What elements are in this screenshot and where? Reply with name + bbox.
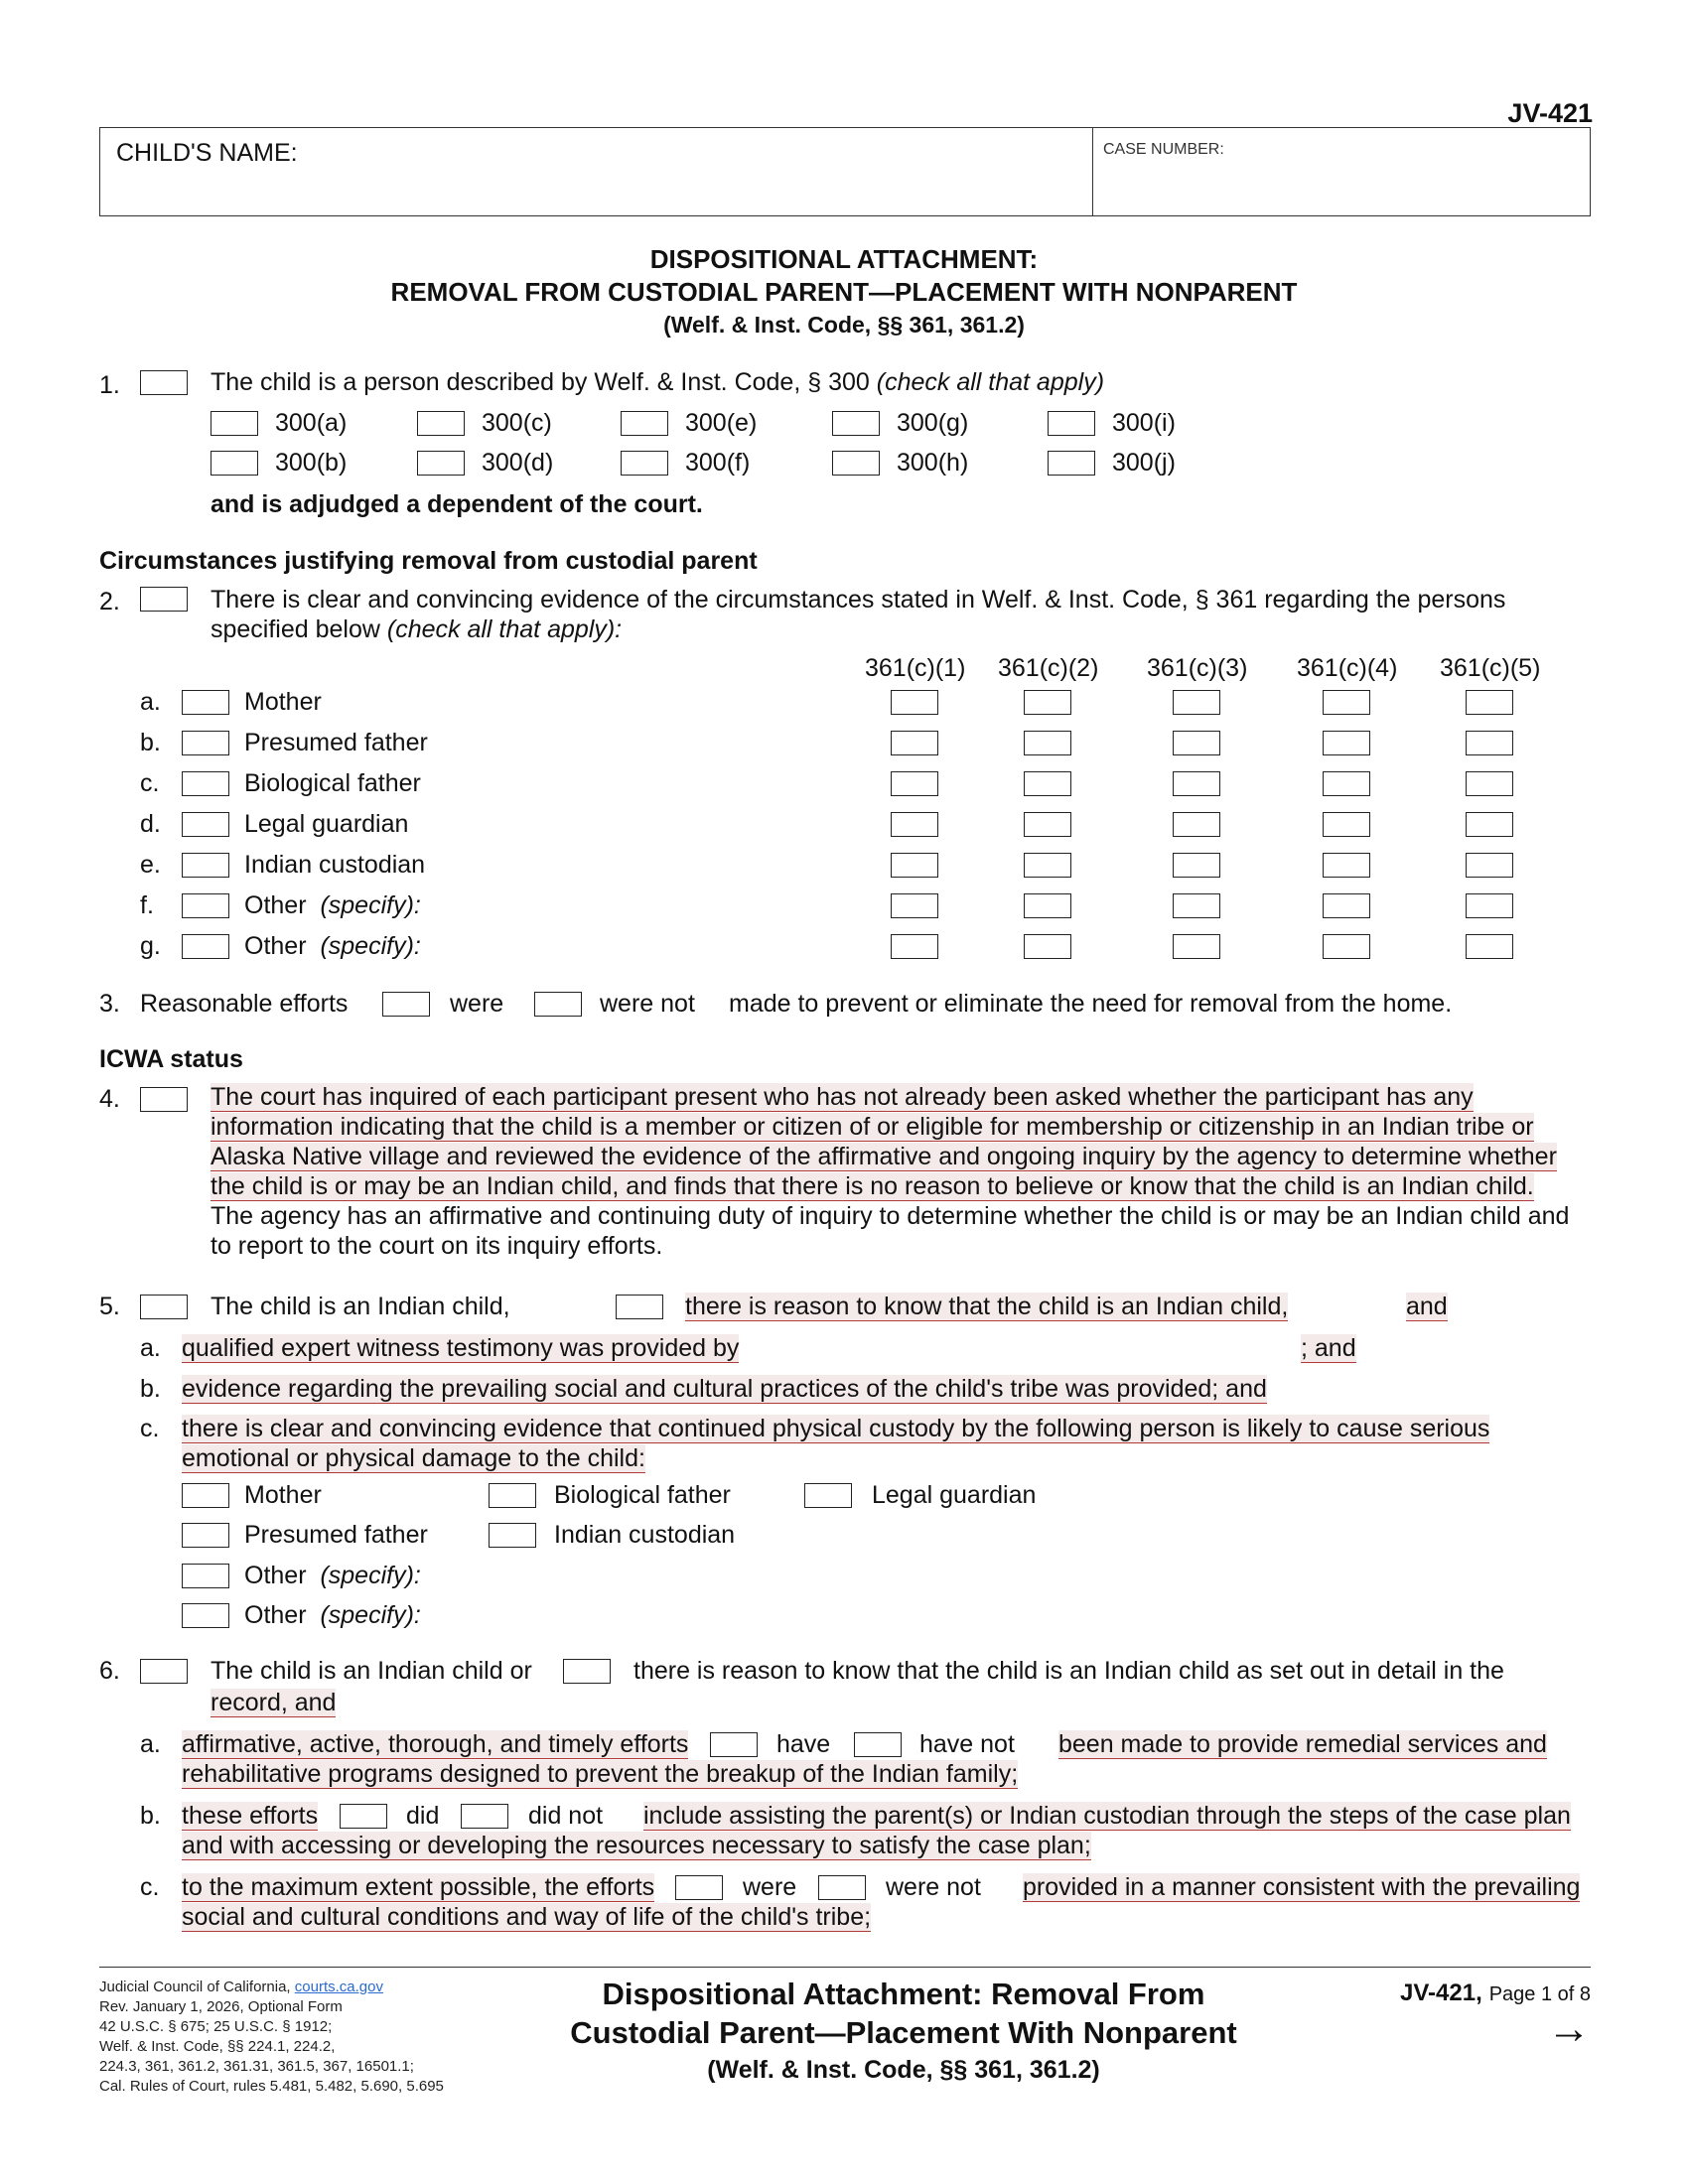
item6-have-label: have [776,1730,831,1758]
item6-did-checkbox[interactable] [340,1804,387,1829]
row-label: Indian custodian [244,851,426,879]
item6-a-text: affirmative, active, thorough, and timely efforts [182,1730,689,1758]
row-label: Biological father [244,769,421,797]
cell-checkbox[interactable] [1323,812,1370,837]
item5-other2-checkbox[interactable] [182,1603,229,1628]
header-box [99,127,1591,216]
item6-c-line2: social and cultural conditions and way of life of the child's tribe; [182,1903,872,1931]
item6-were-label: were [743,1873,797,1901]
item5-other2-label: Other (specify): [244,1601,421,1629]
label-300b: 300(b) [275,449,348,477]
label-300i: 300(i) [1112,409,1176,437]
item5-indian-custodian-label: Indian custodian [554,1521,736,1549]
item5-number: 5. [99,1293,120,1320]
checkbox-300h[interactable] [832,451,880,476]
checkbox-300c[interactable] [417,411,465,436]
row-checkbox-other-g[interactable] [182,934,229,959]
cell-checkbox[interactable] [1024,853,1071,878]
item6-b-letter: b. [140,1802,161,1830]
label-300g: 300(g) [897,409,969,437]
item2-text-line1: There is clear and convincing evidence of the circumstances stated in Welf. & Inst. Code, § 361 regarding the persons [211,586,1506,614]
item5-and: and [1406,1293,1448,1320]
item5-a-text: qualified expert witness testimony was provided by [182,1334,740,1362]
item5-bio-father-checkbox[interactable] [489,1483,536,1508]
cell-checkbox[interactable] [891,812,938,837]
item6-a-rest: been made to provide remedial services and [1058,1730,1547,1758]
checkbox-300b[interactable] [211,451,258,476]
item6-have-not-label: have not [919,1730,1015,1758]
col-header-361c2: 361(c)(2) [998,654,1099,682]
cell-checkbox[interactable] [1024,893,1071,918]
label-300a: 300(a) [275,409,348,437]
checkbox-300d[interactable] [417,451,465,476]
item5-opt2: there is reason to know that the child is an Indian child, [685,1293,1289,1320]
item5-indian-child-checkbox[interactable] [140,1295,188,1319]
item1-adjudged: and is adjudged a dependent of the court. [211,490,703,518]
checkbox-300a[interactable] [211,411,258,436]
item5-opt1: The child is an Indian child, [211,1293,510,1320]
case-number-field[interactable] [1093,128,1590,215]
form-id: JV-421 [1507,98,1593,128]
title-line1: DISPOSITIONAL ATTACHMENT: [649,244,1039,274]
case-number-label: CASE NUMBER: [1103,141,1224,158]
footer-line: 224.3, 361, 361.2, 361.31, 361.5, 367, 16501.1; [99,2058,414,2075]
footer-form-ref: JV-421, [1400,1979,1482,2006]
item6-a-line2: rehabilitative programs designed to prevent the breakup of the Indian family; [182,1760,1019,1788]
checkbox-300f[interactable] [621,451,668,476]
label-300h: 300(h) [897,449,969,477]
label-300c: 300(c) [482,409,552,437]
item2-checkbox[interactable] [140,587,188,612]
checkbox-300e[interactable] [621,411,668,436]
cell-checkbox[interactable] [1024,934,1071,959]
row-checkbox-indian-custodian[interactable] [182,853,229,878]
item5-a-letter: a. [140,1334,161,1362]
cell-checkbox[interactable] [1323,934,1370,959]
child-name-label: CHILD'S NAME: [116,139,298,167]
item6-b-rest: include assisting the parent(s) or Indian custodian through the steps of the case plan [643,1802,1571,1830]
footer-title-line2: Custodial Parent—Placement With Nonparent [570,2015,1237,2050]
item6-have-not-checkbox[interactable] [854,1732,902,1757]
were-label: were [450,990,504,1018]
item4-line: the child is or may be an Indian child, and finds that there is no reason to believe or know that the child is an Indian child. [211,1172,1534,1200]
row-checkbox-presumed-father[interactable] [182,731,229,755]
title-line2: REMOVAL FROM CUSTODIAL PARENT—PLACEMENT WITH NONPARENT [390,277,1298,307]
item4-line: information indicating that the child is a member or citizen of or eligible for membership or citizenship in an Indian tribe or [211,1113,1534,1141]
item5-a-end: ; and [1301,1334,1356,1362]
item5-c-text1: there is clear and convincing evidence that continued physical custody by the following person is likely to cause serious [182,1415,1490,1442]
cell-checkbox[interactable] [1173,731,1220,755]
cell-checkbox[interactable] [891,853,938,878]
item6-have-checkbox[interactable] [710,1732,758,1757]
footer-page-number: Page 1 of 8 [1488,1983,1591,2005]
cell-checkbox[interactable] [1173,853,1220,878]
label-300f: 300(f) [685,449,751,477]
item5-c-text2: emotional or physical damage to the child: [182,1444,645,1472]
next-page-arrow-icon[interactable]: → [1547,2004,1591,2053]
item5-c-letter: c. [140,1415,160,1442]
item6-did-not-label: did not [528,1802,604,1830]
cell-checkbox[interactable] [1466,771,1513,796]
item2-text-line2: specified below (check all that apply): [211,615,623,643]
item5-b-letter: b. [140,1375,161,1403]
section-removal-heading: Circumstances justifying removal from custodial parent [99,547,758,575]
cell-checkbox[interactable] [891,771,938,796]
cell-checkbox[interactable] [1024,731,1071,755]
row-letter: g. [140,932,161,960]
row-letter: e. [140,851,161,879]
item1-checkbox[interactable] [140,370,188,395]
item5-presumed-father-checkbox[interactable] [182,1523,229,1548]
cell-checkbox[interactable] [1024,690,1071,715]
item6-number: 6. [99,1657,120,1685]
item6-were-not-label: were not [886,1873,981,1901]
item6-were-checkbox[interactable] [675,1875,723,1900]
checkbox-300j[interactable] [1048,451,1095,476]
row-letter: b. [140,729,161,756]
row-letter: d. [140,810,161,838]
row-letter: a. [140,688,161,716]
expert-witness-input[interactable] [750,1335,1296,1363]
col-header-361c4: 361(c)(4) [1297,654,1398,682]
checkbox-300g[interactable] [832,411,880,436]
col-header-361c1: 361(c)(1) [865,654,966,682]
cell-checkbox[interactable] [1173,771,1220,796]
item5-indian-custodian-checkbox[interactable] [489,1523,536,1548]
cell-checkbox[interactable] [1466,934,1513,959]
item6-reason-to-know-checkbox[interactable] [563,1659,611,1684]
item5-legal-guardian-checkbox[interactable] [804,1483,852,1508]
item4-number: 4. [99,1085,120,1113]
footer-line: Rev. January 1, 2026, Optional Form [99,1998,343,2015]
child-name-field[interactable] [100,128,1093,215]
row-label: Presumed father [244,729,428,756]
item6-did-label: did [406,1802,440,1830]
cell-checkbox[interactable] [1466,690,1513,715]
cell-checkbox[interactable] [1024,771,1071,796]
item4-line: The court has inquired of each participant present who has not already been asked whether the participant has any [211,1083,1474,1111]
cell-checkbox[interactable] [1173,812,1220,837]
item6-b-line2: and with accessing or developing the resources necessary to satisfy the case plan; [182,1832,1091,1859]
were-checkbox[interactable] [382,992,430,1017]
cell-checkbox[interactable] [891,690,938,715]
courts-link[interactable]: courts.ca.gov [294,1979,383,1995]
item4-line: Alaska Native village and reviewed the evidence of the affirmative and ongoing inquiry by the agency to determine whether [211,1143,1557,1170]
item3-number: 3. [99,990,120,1018]
item6-were-not-checkbox[interactable] [818,1875,866,1900]
footer-council-line: Judicial Council of California, courts.ca.gov [99,1979,383,1995]
item6-did-not-checkbox[interactable] [461,1804,508,1829]
footer-title-line1: Dispositional Attachment: Removal From [602,1977,1205,2011]
cell-checkbox[interactable] [1466,812,1513,837]
item4-text [211,1082,1601,1261]
item5-legal-guardian-label: Legal guardian [872,1481,1037,1509]
item6-c-rest: provided in a manner consistent with the prevailing [1023,1873,1581,1901]
item5-reason-to-know-checkbox[interactable] [616,1295,663,1319]
item6-c-letter: c. [140,1873,160,1901]
cell-checkbox[interactable] [1323,690,1370,715]
cell-checkbox[interactable] [1323,893,1370,918]
cell-checkbox[interactable] [891,893,938,918]
item6-a-letter: a. [140,1730,161,1758]
row-checkbox-legal-guardian[interactable] [182,812,229,837]
footer-divider [99,1967,1591,1968]
item4-line: to report to the court on its inquiry efforts. [211,1232,663,1260]
row-checkbox-mother[interactable] [182,690,229,715]
item5-other1-label: Other (specify): [244,1562,421,1589]
title-line3: (Welf. & Inst. Code, §§ 361, 361.2) [663,312,1025,338]
item6-b-text: these efforts [182,1802,319,1830]
cell-checkbox[interactable] [1466,853,1513,878]
item5-other1-checkbox[interactable] [182,1564,229,1588]
item3-rest: made to prevent or eliminate the need for removal from the home. [729,990,1453,1018]
cell-checkbox[interactable] [891,934,938,959]
footer-title-line3: (Welf. & Inst. Code, §§ 361, 361.2) [707,2056,1100,2084]
row-label: Mother [244,688,322,716]
row-label: Other (specify): [244,932,421,960]
cell-checkbox[interactable] [1323,731,1370,755]
item6-opt2: there is reason to know that the child is an Indian child as set out in detail in the [633,1657,1504,1685]
row-letter: f. [140,891,154,919]
row-checkbox-biological-father[interactable] [182,771,229,796]
col-header-361c3: 361(c)(3) [1147,654,1248,682]
item5-bio-father-label: Biological father [554,1481,731,1509]
item5-mother-checkbox[interactable] [182,1483,229,1508]
item2-number: 2. [99,588,120,615]
item5-b-text: evidence regarding the prevailing social and cultural practices of the child's tribe was provided; and [182,1375,1267,1403]
item5-presumed-father-label: Presumed father [244,1521,428,1549]
item5-mother-label: Mother [244,1481,322,1509]
footer-line: Cal. Rules of Court, rules 5.481, 5.482, 5.690, 5.695 [99,2078,444,2095]
cell-checkbox[interactable] [1173,690,1220,715]
footer-left [99,1978,536,2097]
cell-checkbox[interactable] [1466,731,1513,755]
row-letter: c. [140,769,160,797]
label-300e: 300(e) [685,409,758,437]
were-not-label: were not [600,990,695,1018]
cell-checkbox[interactable] [1024,812,1071,837]
item6-c-text: to the maximum extent possible, the efforts [182,1873,655,1901]
item6-opt2b: record, and [211,1689,337,1716]
cell-checkbox[interactable] [1466,893,1513,918]
footer-line: Welf. & Inst. Code, §§ 224.1, 224.2, [99,2038,336,2055]
item1-text: The child is a person described by Welf. & Inst. Code, § 300 (check all that apply) [211,368,1105,396]
row-label: Legal guardian [244,810,409,838]
item4-line: The agency has an affirmative and continuing duty of inquiry to determine whether the child is or may be an Indian child and [211,1202,1570,1230]
checkbox-300i[interactable] [1048,411,1095,436]
cell-checkbox[interactable] [1323,771,1370,796]
cell-checkbox[interactable] [1173,934,1220,959]
item6-opt1: The child is an Indian child or [211,1657,532,1685]
cell-checkbox[interactable] [1323,853,1370,878]
row-label: Other (specify): [244,891,421,919]
item4-checkbox[interactable] [140,1087,188,1112]
col-header-361c5: 361(c)(5) [1440,654,1541,682]
item6-indian-child-checkbox[interactable] [140,1659,188,1684]
cell-checkbox[interactable] [891,731,938,755]
were-not-checkbox[interactable] [534,992,582,1017]
section-icwa-heading: ICWA status [99,1045,243,1073]
footer-line: 42 U.S.C. § 675; 25 U.S.C. § 1912; [99,2018,333,2035]
item1-number: 1. [99,371,120,399]
cell-checkbox[interactable] [1173,893,1220,918]
row-checkbox-other-f[interactable] [182,893,229,918]
item3-label: Reasonable efforts [140,990,349,1018]
label-300j: 300(j) [1112,449,1176,477]
label-300d: 300(d) [482,449,554,477]
